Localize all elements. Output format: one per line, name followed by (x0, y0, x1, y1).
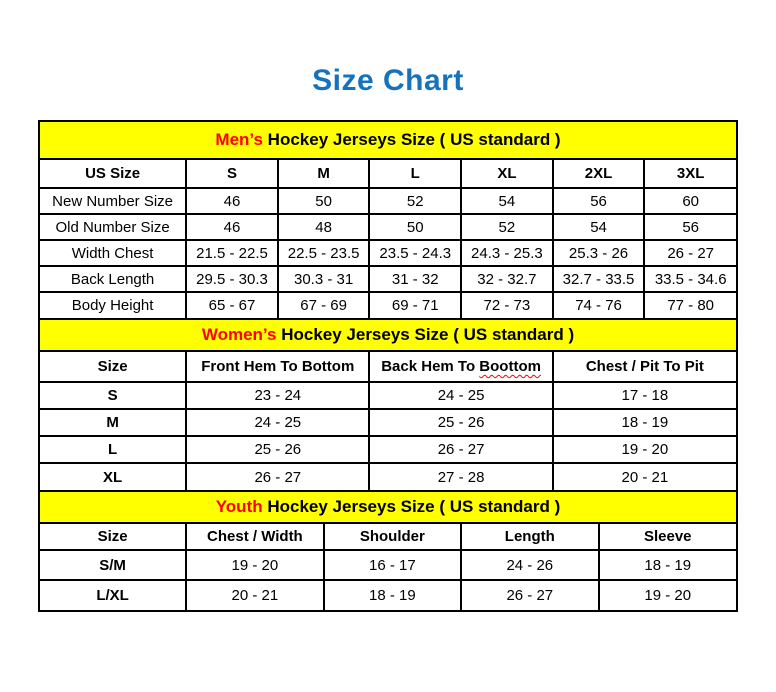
size-value-cell: 23 - 24 (186, 382, 369, 409)
column-header: Size (40, 352, 186, 382)
column-header: 2XL (553, 160, 645, 188)
table-row (40, 240, 736, 266)
size-value-cell: 25 - 26 (186, 436, 369, 463)
size-value-cell: 19 - 20 (599, 580, 736, 610)
row-label: L/XL (40, 580, 186, 610)
table-row (40, 382, 736, 409)
column-header: S (186, 160, 278, 188)
column-header: US Size (40, 160, 186, 188)
size-value-cell: 18 - 19 (553, 409, 736, 436)
table-row (40, 550, 736, 580)
row-label: XL (40, 463, 186, 490)
size-value-cell: 29.5 - 30.3 (186, 266, 278, 292)
size-value-cell: 46 (186, 214, 278, 240)
size-value-cell: 17 - 18 (553, 382, 736, 409)
size-value-cell: 22.5 - 23.5 (278, 240, 370, 266)
size-value-cell: 52 (461, 214, 553, 240)
size-value-cell: 69 - 71 (369, 292, 461, 318)
table-row (40, 436, 736, 463)
womens-section-banner (40, 318, 736, 352)
youth-section-banner (40, 490, 736, 524)
size-value-cell: 23.5 - 24.3 (369, 240, 461, 266)
size-value-cell: 18 - 19 (324, 580, 461, 610)
row-label: Back Length (40, 266, 186, 292)
size-value-cell: 24 - 26 (461, 550, 598, 580)
size-value-cell: 46 (186, 188, 278, 214)
row-label: New Number Size (40, 188, 186, 214)
size-value-cell: 18 - 19 (599, 550, 736, 580)
column-header: Chest / Width (186, 524, 323, 550)
size-value-cell: 20 - 21 (186, 580, 323, 610)
header-row (40, 352, 736, 382)
table-row (40, 409, 736, 436)
row-label: S (40, 382, 186, 409)
column-header: Sleeve (599, 524, 736, 550)
misspelled-word: Boottom (479, 358, 541, 375)
row-label: Old Number Size (40, 214, 186, 240)
row-label: L (40, 436, 186, 463)
row-label: M (40, 409, 186, 436)
column-header: M (278, 160, 370, 188)
womens-banner-label: Hockey Jerseys Size ( US standard ) (276, 325, 575, 344)
mens-banner-highlight: Men’s (215, 130, 263, 149)
size-value-cell: 74 - 76 (553, 292, 645, 318)
size-value-cell: 54 (461, 188, 553, 214)
womens-banner-highlight: Women’s (201, 325, 277, 344)
row-label: Body Height (40, 292, 186, 318)
table-row (40, 580, 736, 610)
size-value-cell: 20 - 21 (553, 463, 736, 490)
youth-size-table (40, 524, 736, 610)
size-value-cell: 30.3 - 31 (278, 266, 370, 292)
size-value-cell: 16 - 17 (324, 550, 461, 580)
table-row (40, 292, 736, 318)
womens-size-table (40, 352, 736, 490)
size-value-cell: 26 - 27 (369, 436, 552, 463)
mens-banner-label: Hockey Jerseys Size ( US standard ) (262, 130, 561, 149)
size-value-cell: 25 - 26 (369, 409, 552, 436)
column-header: Front Hem To Bottom (186, 352, 369, 382)
youth-banner-highlight: Youth (215, 497, 263, 516)
size-chart (38, 120, 738, 612)
page-title: Size Chart (312, 64, 464, 97)
size-value-cell: 65 - 67 (186, 292, 278, 318)
column-header: Size (40, 524, 186, 550)
size-value-cell: 24 - 25 (186, 409, 369, 436)
table-row (40, 266, 736, 292)
mens-size-table (40, 160, 736, 318)
size-value-cell: 48 (278, 214, 370, 240)
column-header: Length (461, 524, 598, 550)
header-row (40, 160, 736, 188)
size-value-cell: 50 (278, 188, 370, 214)
size-value-cell: 27 - 28 (369, 463, 552, 490)
column-header: Shoulder (324, 524, 461, 550)
size-value-cell: 24.3 - 25.3 (461, 240, 553, 266)
size-value-cell: 31 - 32 (369, 266, 461, 292)
size-value-cell: 21.5 - 22.5 (186, 240, 278, 266)
size-value-cell: 26 - 27 (461, 580, 598, 610)
table-row (40, 463, 736, 490)
table-row (40, 214, 736, 240)
size-value-cell: 56 (644, 214, 736, 240)
size-value-cell: 72 - 73 (461, 292, 553, 318)
size-value-cell: 32.7 - 33.5 (553, 266, 645, 292)
size-value-cell: 52 (369, 188, 461, 214)
row-label: S/M (40, 550, 186, 580)
mens-section-banner (40, 122, 736, 160)
size-value-cell: 19 - 20 (186, 550, 323, 580)
size-value-cell: 33.5 - 34.6 (644, 266, 736, 292)
size-value-cell: 60 (644, 188, 736, 214)
size-value-cell: 32 - 32.7 (461, 266, 553, 292)
table-row (40, 188, 736, 214)
size-value-cell: 26 - 27 (644, 240, 736, 266)
column-header: Chest / Pit To Pit (553, 352, 736, 382)
size-value-cell: 24 - 25 (369, 382, 552, 409)
size-value-cell: 77 - 80 (644, 292, 736, 318)
header-row (40, 524, 736, 550)
size-value-cell: 67 - 69 (278, 292, 370, 318)
youth-banner-label: Hockey Jerseys Size ( US standard ) (262, 497, 561, 516)
size-value-cell: 54 (553, 214, 645, 240)
column-header: L (369, 160, 461, 188)
size-value-cell: 19 - 20 (553, 436, 736, 463)
column-header: XL (461, 160, 553, 188)
column-header: 3XL (644, 160, 736, 188)
row-label: Width Chest (40, 240, 186, 266)
size-value-cell: 26 - 27 (186, 463, 369, 490)
size-value-cell: 56 (553, 188, 645, 214)
size-value-cell: 50 (369, 214, 461, 240)
size-value-cell: 25.3 - 26 (553, 240, 645, 266)
column-header: Back Hem To Boottom (369, 352, 552, 382)
